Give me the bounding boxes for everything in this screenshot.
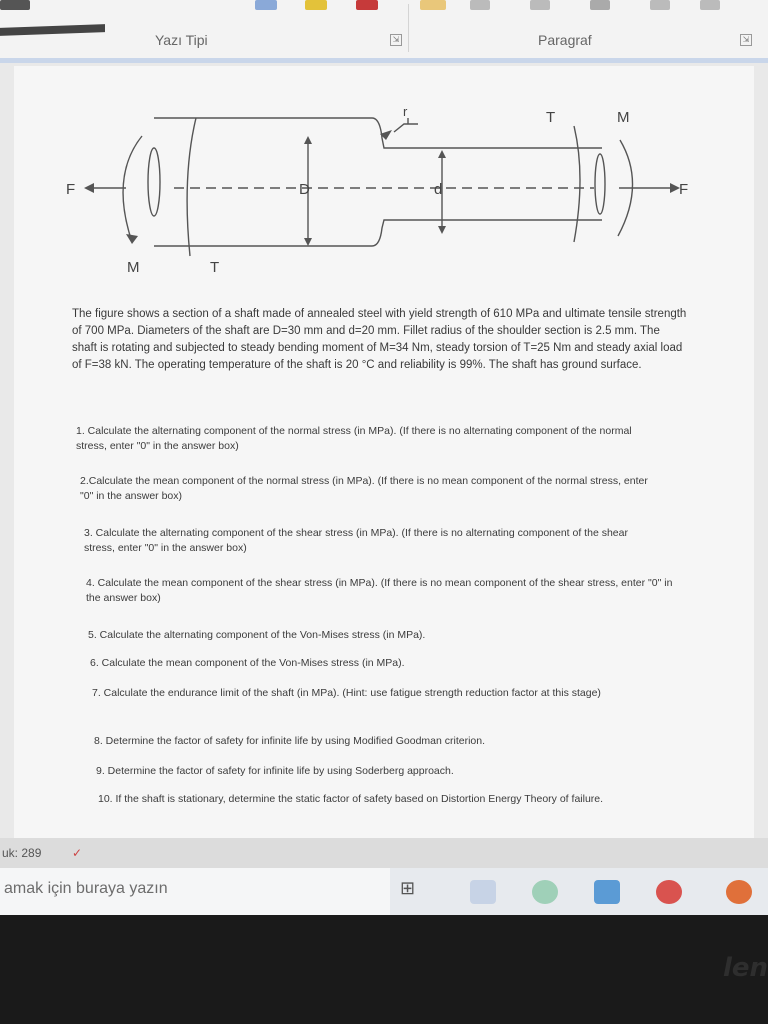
paste-icon[interactable] <box>0 0 30 10</box>
ribbon-dark-strip <box>0 24 105 36</box>
font-dialog-launcher-icon[interactable]: ⇲ <box>390 34 402 46</box>
shaft-bottom-edge <box>154 220 602 246</box>
taskbar <box>0 868 768 915</box>
paragraph-dialog-launcher-icon[interactable]: ⇲ <box>740 34 752 46</box>
numbering-icon[interactable] <box>470 0 490 10</box>
font-color-icon[interactable] <box>356 0 378 10</box>
sort-icon[interactable] <box>590 0 610 10</box>
status-bar <box>0 838 768 868</box>
question-8: 8. Determine the factor of safety for infinite life by using Modified Goodman criterion. <box>94 735 486 747</box>
label-T-right: T <box>546 109 556 126</box>
store-icon[interactable] <box>594 880 620 904</box>
task-view-icon[interactable]: ⊞ <box>400 878 416 898</box>
shaft-left-end <box>148 148 160 216</box>
taskbar-search[interactable] <box>0 868 390 915</box>
shaft-figure <box>14 66 754 296</box>
label-D: D <box>299 181 310 198</box>
label-F-left: F <box>66 181 76 198</box>
proofing-icon[interactable]: ✓ <box>72 846 83 860</box>
question-1: 1. Calculate the alternating component of the normal stress (in MPa). (If there is no alternating component of the normal stress, enter "0" in the answer box) <box>76 425 632 452</box>
label-d: d <box>434 181 443 198</box>
question-10: 10. If the shaft is stationary, determine the static factor of safety based on Distortion Energy Theory of failure. <box>98 793 604 805</box>
question-3: 3. Calculate the alternating component of the shear stress (in MPa). (If there is no alternating component of the shear stress, enter "0" in the answer box) <box>84 527 628 554</box>
group-separator <box>408 4 409 52</box>
torque-arrow-left <box>187 118 196 256</box>
edge-icon[interactable] <box>532 880 558 904</box>
question-4: 4. Calculate the mean component of the shear stress (in MPa). (If there is no mean component of the shear stress, enter "0" in the answer box) <box>86 577 673 604</box>
label-M-left: M <box>127 259 140 276</box>
ribbon-border <box>0 58 768 63</box>
torque-arrow-right <box>574 126 580 242</box>
question-2: 2.Calculate the mean component of the normal stress (in MPa). (If there is no mean component of the normal stress, enter "0" in the answer box) <box>80 475 648 502</box>
indent-icon[interactable] <box>530 0 550 10</box>
ribbon <box>0 0 768 59</box>
fillet-leader <box>394 118 418 132</box>
question-9: 9. Determine the factor of safety for infinite life by using Soderberg approach. <box>96 765 454 777</box>
question-6: 6. Calculate the mean component of the Von-Mises stress (in MPa). <box>90 657 405 669</box>
font-group-label: Yazı Tipi <box>155 32 208 48</box>
question-5: 5. Calculate the alternating component of the Von-Mises stress (in MPa). <box>88 629 426 641</box>
label-M-right: M <box>617 109 630 126</box>
chrome-icon[interactable] <box>656 880 682 904</box>
paragraph-group-label: Paragraf <box>538 32 592 48</box>
laptop-brand-logo: len <box>722 953 768 983</box>
word-count[interactable]: uk: 289 <box>2 846 42 860</box>
file-explorer-icon[interactable] <box>470 880 496 904</box>
shaft-right-end <box>595 154 605 214</box>
highlight-icon[interactable] <box>305 0 327 10</box>
search-input[interactable]: amak için buraya yazın <box>4 880 168 897</box>
shaft-top-edge <box>154 118 602 148</box>
problem-statement: The figure shows a section of a shaft made of annealed steel with yield strength of 610 MPa and ultimate tensile strength of 700 MPa. Diameters of the shaft are D=30 mm and d=20 mm. Fillet radius of the shoulder section is 2.5 mm. The shaft is rotating and subjected to steady bending moment of M=34 Nm, steady torsion of T=25 Nm and steady axial load of F=38 kN. The operating temperature of the shaft is 20 °C and reliability is 99%. The shaft has ground surface. <box>72 308 687 371</box>
format-icon[interactable] <box>255 0 277 10</box>
moment-arrow-left <box>123 136 142 242</box>
app-icon[interactable] <box>726 880 752 904</box>
question-7: 7. Calculate the endurance limit of the shaft (in MPa). (Hint: use fatigue strength reduction factor at this stage) <box>92 687 601 699</box>
document-page[interactable] <box>14 66 754 846</box>
show-marks-icon[interactable] <box>650 0 670 10</box>
bullets-icon[interactable] <box>420 0 446 10</box>
ribbon-icon-row <box>0 0 768 14</box>
label-T-left: T <box>210 259 220 276</box>
label-r: r <box>403 104 408 119</box>
align-icon[interactable] <box>700 0 720 10</box>
label-F-right: F <box>679 181 689 198</box>
